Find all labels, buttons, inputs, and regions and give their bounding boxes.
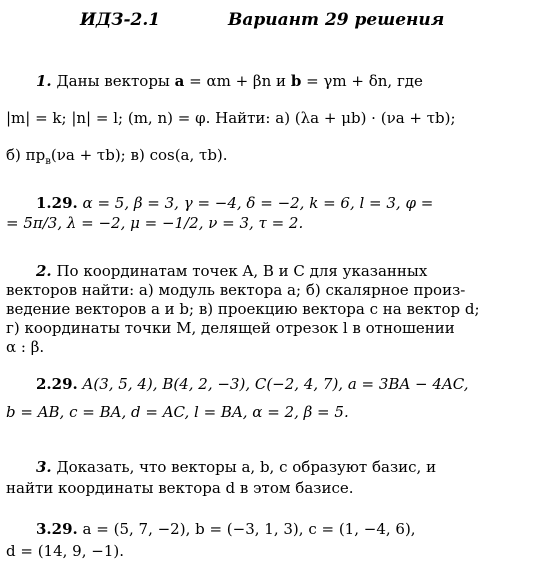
task2-line5: α : β. [6, 338, 45, 356]
task1-line3-sub: в [45, 156, 51, 167]
task3-line2: найти координаты вектора d в этом базисе. [6, 479, 354, 497]
task3-text1: Доказать, что векторы a, b, c образуют базис, и [56, 458, 437, 476]
task2-line4: г) координаты точки M, делящей отрезок l в отношении [6, 319, 455, 337]
v129-line2: = 5π/3, λ = −2, μ = −1/2, ν = 3, τ = 2. [6, 214, 304, 232]
task2-line2: векторов найти: а) модуль вектора a; б) скалярное произ- [6, 281, 466, 299]
header-right: Вариант 29 решения [228, 10, 445, 30]
task1-line1 [36, 74, 423, 89]
v129-line1 [36, 196, 433, 211]
vector-b: b [290, 72, 302, 90]
task1-text-b: = αm + βn и [184, 72, 291, 90]
v329-line1 [36, 522, 416, 537]
task3-line1 [36, 460, 436, 475]
v229-line1 [36, 377, 468, 392]
v229-text1: A(3, 5, 4), B(4, 2, −3), C(−2, 4, 7), a = 3BA − 4AC, [82, 375, 469, 393]
task2-text1: По координатам точек A, B и C для указанных [56, 262, 428, 280]
header-left: ИДЗ-2.1 [80, 10, 161, 30]
v329-number: 3.29. [36, 520, 78, 538]
task2-line3: ведение векторов a и b; в) проекцию вектора c на вектор d; [6, 300, 480, 318]
task1-line3-b: (νa + τb); в) cos(a, τb). [50, 146, 228, 164]
task3-number: 3. [36, 458, 52, 476]
task1-line2: |m| = k; |n| = l; (m, n) = φ. Найти: а) (λa + μb) · (νa + τb); [6, 109, 456, 127]
v129-number: 1.29. [36, 194, 78, 212]
vector-a: a [174, 72, 185, 90]
v129-text1: α = 5, β = 3, γ = −4, δ = −2, k = 6, l = 3, φ = [82, 194, 434, 212]
v329-line2: d = (14, 9, −1). [6, 542, 124, 560]
task1-text-a: Даны векторы [56, 72, 175, 90]
v229-number: 2.29. [36, 375, 78, 393]
task2-number: 2. [36, 262, 52, 280]
task1-line3-a: б) пр [6, 146, 46, 164]
task1-line3 [6, 148, 228, 167]
task1-text-c: = γm + δn, где [301, 72, 423, 90]
v229-line2: b = AB, c = BA, d = AC, l = BA, α = 2, β = 5. [6, 403, 349, 421]
task2-line1 [36, 264, 427, 279]
task1-number: 1. [36, 72, 52, 90]
v329-text1: a = (5, 7, −2), b = (−3, 1, 3), c = (1, −4, 6), [82, 520, 416, 538]
